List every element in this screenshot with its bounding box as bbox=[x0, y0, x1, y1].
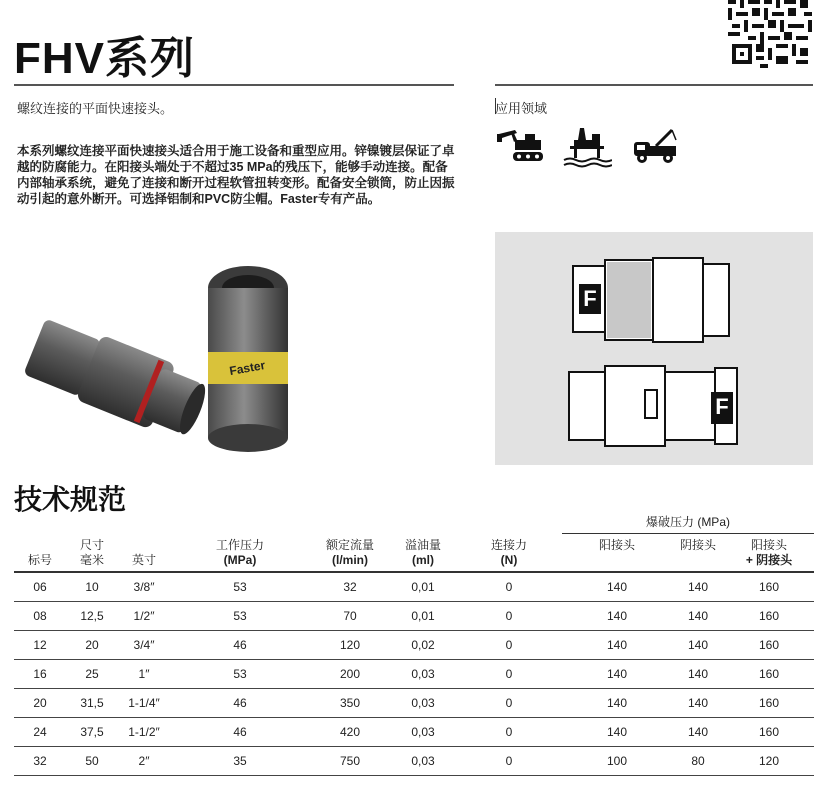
cell-code: 24 bbox=[14, 718, 66, 747]
col-male: 阳接头 bbox=[598, 538, 635, 552]
cell-force: 0 bbox=[456, 718, 562, 747]
cell-mm: 20 bbox=[66, 631, 118, 660]
description: 本系列螺纹连接平面快速接头适合用于施工设备和重型应用。锌镍镀层保证了卓越的防腐能力。在阳接头端处于不超过35 MPa的残压下，能够手动连接。配备内部轴承系统，避免了连接和断开过程软管扭转变形。配备安全锁筒，防止因振动引起的意外断开。可选择铝制和PVC防尘帽。Faster专有产品。 bbox=[17, 144, 455, 206]
cell-mm: 10 bbox=[66, 572, 118, 602]
cell-spill: 0,02 bbox=[390, 631, 456, 660]
cell-female: 140 bbox=[672, 689, 724, 718]
table-row bbox=[14, 631, 814, 660]
cell-code: 16 bbox=[14, 660, 66, 689]
cell-female: 140 bbox=[672, 572, 724, 602]
subtitle: 螺纹连接的平面快速接头。 bbox=[17, 101, 174, 116]
table-row bbox=[14, 689, 814, 718]
cell-inch: 3/8″ bbox=[118, 572, 170, 602]
cell-both: 160 bbox=[724, 631, 814, 660]
qr-code[interactable] bbox=[728, 0, 812, 68]
col-mm: 毫米 bbox=[66, 553, 118, 572]
cell-flow: 120 bbox=[310, 631, 390, 660]
cell-flow: 350 bbox=[310, 689, 390, 718]
cell-flow: 750 bbox=[310, 747, 390, 776]
cell-mm: 37,5 bbox=[66, 718, 118, 747]
photo-brand-label: Faster bbox=[228, 358, 267, 379]
col-female: 阴接头 bbox=[679, 538, 716, 552]
cell-male: 140 bbox=[562, 602, 672, 631]
cell-spill: 0,03 bbox=[390, 747, 456, 776]
cell-both: 160 bbox=[724, 602, 814, 631]
cell-both: 120 bbox=[724, 747, 814, 776]
female-coupling bbox=[208, 266, 288, 452]
cell-wp: 53 bbox=[170, 602, 310, 631]
cell-flow: 200 bbox=[310, 660, 390, 689]
cell-spill: 0,03 bbox=[390, 660, 456, 689]
cell-inch: 1/2″ bbox=[118, 602, 170, 631]
cell-code: 08 bbox=[14, 602, 66, 631]
spec-table-body bbox=[14, 572, 814, 776]
drawing-marker-top: F bbox=[583, 286, 597, 311]
cell-wp: 46 bbox=[170, 631, 310, 660]
cell-female: 140 bbox=[672, 602, 724, 631]
col-flow-unit: (l/min) bbox=[310, 553, 390, 572]
col-size: 尺寸 bbox=[79, 537, 104, 552]
cell-code: 20 bbox=[14, 689, 66, 718]
cell-inch: 1″ bbox=[118, 660, 170, 689]
burst-pressure-header: 爆破压力 (MPa) bbox=[562, 515, 814, 534]
cell-spill: 0,03 bbox=[390, 689, 456, 718]
cell-mm: 31,5 bbox=[66, 689, 118, 718]
cell-inch: 1-1/4″ bbox=[118, 689, 170, 718]
cell-mm: 25 bbox=[66, 660, 118, 689]
cell-inch: 3/4″ bbox=[118, 631, 170, 660]
product-photo bbox=[8, 240, 328, 470]
excavator-icon bbox=[495, 126, 545, 166]
table-row bbox=[14, 660, 814, 689]
table-row bbox=[14, 572, 814, 602]
cell-mm: 12,5 bbox=[66, 602, 118, 631]
cell-both: 160 bbox=[724, 660, 814, 689]
cell-mm: 50 bbox=[66, 747, 118, 776]
tow-truck-icon bbox=[630, 126, 682, 166]
col-working-pressure-unit: (MPa) bbox=[170, 553, 310, 572]
cell-female: 140 bbox=[672, 660, 724, 689]
cell-force: 0 bbox=[456, 631, 562, 660]
cell-force: 0 bbox=[456, 572, 562, 602]
cell-female: 80 bbox=[672, 747, 724, 776]
table-row bbox=[14, 602, 814, 631]
table-row bbox=[14, 747, 814, 776]
table-row bbox=[14, 718, 814, 747]
col-working-pressure: 工作压力 bbox=[215, 537, 264, 552]
cell-wp: 35 bbox=[170, 747, 310, 776]
col-connect-unit: (N) bbox=[456, 553, 562, 572]
cell-both: 160 bbox=[724, 572, 814, 602]
col-male-female-2: + 阴接头 bbox=[724, 553, 814, 572]
col-spill-unit: (ml) bbox=[390, 553, 456, 572]
offshore-platform-icon bbox=[562, 126, 612, 170]
application-label: 应用领域 bbox=[495, 101, 548, 116]
cell-wp: 53 bbox=[170, 572, 310, 602]
cell-spill: 0,01 bbox=[390, 602, 456, 631]
cell-code: 06 bbox=[14, 572, 66, 602]
cell-spill: 0,01 bbox=[390, 572, 456, 602]
male-coupling bbox=[22, 313, 213, 445]
col-male-female-1: 阳接头 bbox=[750, 538, 787, 552]
cell-flow: 32 bbox=[310, 572, 390, 602]
col-connect: 连接力 bbox=[490, 537, 527, 552]
col-inch: 英寸 bbox=[118, 553, 170, 572]
cell-male: 140 bbox=[562, 660, 672, 689]
cell-male: 140 bbox=[562, 689, 672, 718]
spec-title: 技术规范 bbox=[14, 484, 127, 515]
col-code: 标号 bbox=[14, 553, 66, 572]
technical-drawing-panel bbox=[495, 232, 813, 465]
cell-both: 160 bbox=[724, 689, 814, 718]
title-rule bbox=[14, 84, 454, 86]
cell-code: 32 bbox=[14, 747, 66, 776]
cell-wp: 46 bbox=[170, 718, 310, 747]
cell-male: 140 bbox=[562, 572, 672, 602]
cell-wp: 53 bbox=[170, 660, 310, 689]
col-flow: 额定流量 bbox=[325, 537, 374, 552]
page-title: FHV系列 bbox=[14, 34, 195, 83]
spec-table bbox=[14, 515, 814, 776]
col-spill: 溢油量 bbox=[404, 537, 441, 552]
cell-flow: 420 bbox=[310, 718, 390, 747]
cell-female: 140 bbox=[672, 718, 724, 747]
technical-drawing bbox=[495, 232, 813, 465]
cell-force: 0 bbox=[456, 747, 562, 776]
application-rule bbox=[495, 84, 813, 86]
cell-force: 0 bbox=[456, 602, 562, 631]
drawing-marker-bottom: F bbox=[715, 394, 729, 419]
cell-both: 160 bbox=[724, 718, 814, 747]
cell-inch: 1-1/2″ bbox=[118, 718, 170, 747]
cell-spill: 0,03 bbox=[390, 718, 456, 747]
cell-male: 140 bbox=[562, 718, 672, 747]
cell-inch: 2″ bbox=[118, 747, 170, 776]
cell-male: 100 bbox=[562, 747, 672, 776]
cell-male: 140 bbox=[562, 631, 672, 660]
cell-force: 0 bbox=[456, 660, 562, 689]
cell-female: 140 bbox=[672, 631, 724, 660]
cell-wp: 46 bbox=[170, 689, 310, 718]
cell-force: 0 bbox=[456, 689, 562, 718]
cell-code: 12 bbox=[14, 631, 66, 660]
cell-flow: 70 bbox=[310, 602, 390, 631]
